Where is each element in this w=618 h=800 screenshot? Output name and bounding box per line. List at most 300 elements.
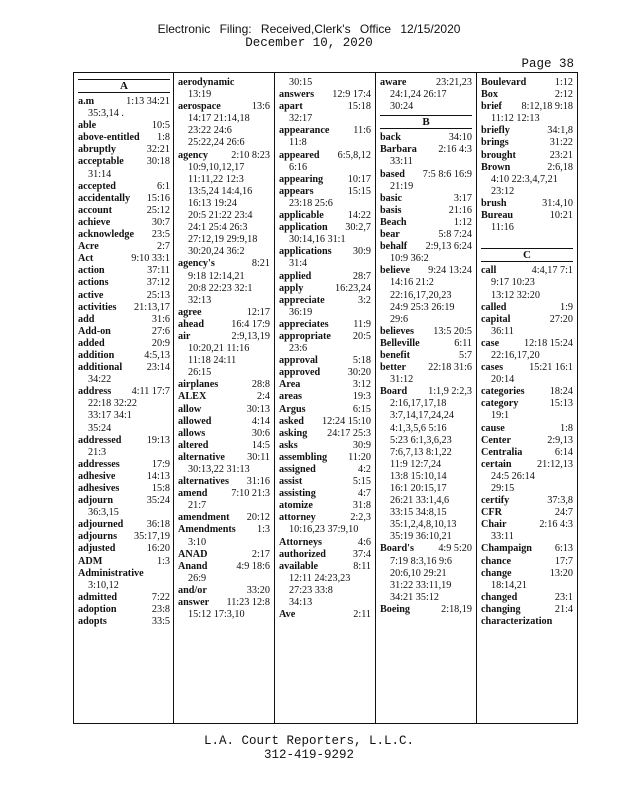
index-continuation: 4:1,3,5,6 5:16 [390,422,447,434]
index-term: amend [178,488,208,500]
page-line-refs: 11:23 12:8 [226,597,270,609]
index-continuation: 18:14,21 [491,579,527,591]
index-entry [178,561,270,573]
index-continuation: 30:15 [289,77,313,88]
page-line-refs: 1:12 [453,216,472,228]
index-entry [481,568,573,580]
page-line-refs: 6:1 [156,180,170,192]
index-continuation: 2:16,17,17,18 [390,398,447,410]
index-entry [178,331,270,343]
index-entry [481,89,573,101]
page-line-refs: 4:7 [357,488,371,500]
index-term: areas [279,391,303,403]
page-line-refs: 23:14 [146,362,170,374]
index-continuation: 30:24 [390,101,414,113]
index-continuation: 19:1 [491,410,510,422]
index-term: application [279,222,328,234]
page-line-refs: 2:18,19 [441,603,472,615]
page-line-refs: 2:10 8:23 [231,149,270,161]
page-line-refs: 22:18 31:6 [428,362,472,374]
index-entry [481,495,573,507]
index-continuation: 26:15 [188,367,212,379]
index-term: appropriate [279,330,331,342]
index-continuation: 11:12 12:13 [491,113,540,125]
page-line-refs: 10:5 [151,120,170,132]
page-line-refs: 21:16 [448,204,472,216]
index-continuation: 16:1 20:15,17 [390,483,447,494]
page-line-refs: 2:6,18 [547,161,573,173]
index-entry [178,549,270,561]
index-term: back [380,132,401,144]
index-continuation: 34:13 [289,597,313,609]
index-entry [78,483,170,495]
index-term: assembling [279,451,328,463]
index-column-5 [481,77,573,719]
index-term: adjourns [78,531,118,543]
index-term: aerodynamic [178,77,235,88]
transcript-date: December 10, 2020 [245,36,373,50]
index-term: addresses [78,458,120,470]
index-term: added [78,337,105,349]
page-line-refs: 25:12 [146,204,170,216]
index-entry [380,132,472,144]
index-entry [78,435,170,447]
index-continuation: 22:18 32:22 [88,398,137,410]
page-line-refs: 2:9,13 [547,434,573,446]
index-frame [73,72,578,724]
index-term: addressed [78,434,122,446]
index-term: airplanes [178,379,219,391]
index-continuation: 23:18 25:6 [289,197,333,209]
index-entry [78,205,170,217]
index-term: bear [380,229,400,241]
index-entry [279,476,371,488]
index-term: account [78,204,112,216]
page-line-refs: 12:18 15:24 [524,337,573,349]
index-entry [279,379,371,391]
page-line-refs: 19:3 [352,391,371,403]
page-line-refs: 21:12,13 [537,458,573,470]
index-continuation: 20:8 22:23 32:1 [188,282,253,294]
page-line-refs: 37:12 [146,277,170,289]
index-term: additional [78,362,123,374]
page-line-refs: 34:10 [448,132,472,144]
index-entry [279,186,371,198]
section-letter: C [481,248,573,262]
page-line-refs: 15:21 16:1 [529,362,573,374]
index-continuation: 24:1,24 26:17 [390,89,447,101]
index-entry [78,592,170,604]
index-continuation: 36:11 [491,325,514,337]
page-line-refs: 24:7 [554,507,573,519]
page-line-refs: 2:9,13 6:24 [425,241,472,253]
index-continuation: 9:17 10:23 [491,277,535,289]
index-term: atomize [279,500,313,512]
page-line-refs: 1:1,9 2:2,3 [428,386,472,398]
index-term: acknowledge [78,229,135,241]
page-line-refs: 8:12,18 9:18 [521,101,573,113]
index-term: Amendments [178,524,236,536]
index-continuation: 13:12 32:20 [491,289,540,301]
index-entry [178,597,270,609]
page-line-refs: 1:3 [156,555,170,567]
page-line-refs: 31:16 [246,476,270,488]
index-continuation: 31:12 [390,374,414,386]
column-divider [476,73,477,723]
index-entry [481,543,573,555]
index-term: Barbara [380,144,417,156]
page-line-refs: 8:11 [353,560,371,572]
page-line-refs: 4:5,13 [144,349,170,361]
page-line-refs: 12:24 15:10 [322,415,371,427]
index-term: Champaign [481,543,532,555]
index-continuation: 6:16 [289,161,308,173]
index-entry [178,440,270,452]
index-entry [78,459,170,471]
page-line-refs: 6:15 [352,403,371,415]
index-entry [481,150,573,162]
index-term: alternative [178,451,225,463]
section-letter: A [78,79,170,93]
index-term: ahead [178,318,205,330]
page-line-refs: 33:5 [151,616,170,628]
index-term: add [78,313,95,325]
index-term: adjourn [78,495,114,507]
index-continuation: 23:12 [491,185,515,197]
page-line-refs: 7:10 21:3 [231,488,270,500]
index-entry [279,512,371,524]
index-entry [279,89,371,101]
index-term: authorized [279,548,326,560]
page-line-refs: 30:7 [151,216,170,228]
page-line-refs: 20:9 [151,337,170,349]
index-continuation: 11:18 24:11 [188,355,237,367]
page-line-refs: 23:1 [554,591,573,603]
index-term: air [178,330,191,342]
page-line-refs: 14:5 [251,439,270,451]
index-term: certain [481,458,512,470]
page-line-refs: 30:13 [246,403,270,415]
index-continuation [481,234,573,246]
index-entry [178,258,270,270]
index-term: a.m [78,96,95,107]
index-entry [78,604,170,616]
index-entry [78,531,170,543]
index-continuation: 11:9 12:7,24 [390,458,442,470]
index-entry [481,447,573,459]
index-continuation: 23:22 24:6 [188,125,232,137]
index-continuation: 10:9 36:2 [390,253,429,265]
page-line-refs: 2:9,13,19 [231,330,270,342]
index-entry [178,77,270,89]
index-continuation: 30:20,24 36:2 [188,246,245,258]
index-term: assist [279,476,303,488]
page-line-refs: 9:24 13:24 [428,265,472,277]
index-continuation: 35:24 [88,422,112,434]
index-entry [481,386,573,398]
page-line-refs: 4:14 [251,415,270,427]
index-entry [178,476,270,488]
index-term: Acre [78,241,99,253]
index-entry [279,549,371,561]
page-line-refs: 1:9 [559,301,573,313]
page-line-refs: 10:21 [549,210,573,222]
index-term: approved [279,367,321,379]
index-continuation: 25:22,24 26:6 [188,137,245,149]
page-line-refs: 10:17 [347,173,371,185]
index-entry [78,144,170,156]
index-term: address [78,386,112,398]
index-entry [279,416,371,428]
page-line-refs: 2:4 [256,391,270,403]
index-entry [279,428,371,440]
index-term: aerospace [178,101,221,113]
reporter-company: L.A. Court Reporters, L.L.C. [203,734,415,748]
index-entry [380,169,472,181]
page-line-refs: 13:6 [251,101,270,113]
page-line-refs: 14:13 [146,470,170,482]
index-term: approval [279,355,318,367]
index-continuation: 16:13 19:24 [188,197,237,209]
page-line-refs: 23:5 [151,229,170,241]
index-term: category [481,398,519,410]
index-term: basic [380,192,403,204]
index-entry [279,283,371,295]
index-term: change [481,567,512,579]
index-entry [78,156,170,168]
page-line-refs: 16:23,24 [335,282,371,294]
page-line-refs: 15:15 [347,185,371,197]
index-entry [78,120,170,132]
index-entry [279,319,371,331]
page-line-refs: 32:21 [146,144,170,156]
index-continuation: 29:6 [390,313,409,325]
page-line-refs: 8:21 [251,258,270,270]
index-entry [481,302,573,314]
index-entry [78,616,170,628]
page-line-refs: 31:22 [549,137,573,149]
index-term: changed [481,591,518,603]
page-line-refs: 37:11 [147,265,170,277]
index-term: answers [279,89,315,101]
index-term: Board [380,386,408,398]
index-entry [380,604,472,616]
index-term: cause [481,422,505,434]
index-entry [78,217,170,229]
index-entry [78,495,170,507]
index-continuation: 3:10 [188,536,207,548]
page-line-refs: 3:2 [357,294,371,306]
page-line-refs: 23:21 [549,149,573,161]
page-line-refs: 2:11 [353,609,371,621]
index-term: acceptable [78,156,124,168]
page-line-refs: 35:24 [146,495,170,507]
index-continuation: 35:3,14 . [88,108,124,120]
index-continuation: 22:16,17,20 [491,349,540,361]
index-entry [78,338,170,350]
index-entry [481,125,573,137]
index-continuation: 14:16 21:2 [390,277,434,289]
index-entry [481,314,573,326]
index-entry [78,543,170,555]
index-entry [178,307,270,319]
index-entry [481,198,573,210]
index-term: based [380,168,405,180]
index-continuation: 31:4 [289,258,308,270]
index-entry [279,150,371,162]
page-line-refs: 33:20 [246,584,270,596]
index-continuation: 22:16,17,20,23 [390,289,452,301]
index-continuation: 31:14 [88,168,112,180]
index-entry [481,210,573,222]
index-entry [78,386,170,398]
page-line-refs: 5:7 [458,349,472,361]
index-entry [178,585,270,597]
index-entry [78,253,170,265]
index-entry [481,616,573,628]
index-entry [279,609,371,621]
index-term: Administrative [78,567,144,579]
index-entry [380,326,472,338]
index-entry [279,537,371,549]
index-continuation: 32:17 [289,113,313,125]
index-term: admitted [78,591,118,603]
index-entry [481,265,573,277]
page-line-refs: 18:24 [549,386,573,398]
page-line-refs: 13:5 20:5 [433,325,472,337]
index-column-3 [279,77,371,719]
column-divider [173,73,174,723]
index-continuation: 21:3 [88,446,107,458]
index-entry [380,350,472,362]
index-term: accidentally [78,192,131,204]
index-term: Box [481,89,498,101]
index-term: applied [279,270,312,282]
page-line-refs: 17:9 [151,458,170,470]
index-entry [481,162,573,174]
page-line-refs: 37:3,8 [547,495,573,507]
page-line-refs: 24:17 25:3 [327,427,371,439]
index-continuation: 12:11 24:23,23 [289,572,351,584]
index-entry [481,362,573,374]
page-line-refs: 2:16 4:3 [438,144,472,156]
page-line-refs: 20:12 [246,512,270,524]
index-term: alternatives [178,476,229,488]
index-entry [380,386,472,398]
index-term: Ave [279,609,296,621]
index-continuation: 21:7 [188,500,207,512]
index-entry [78,277,170,289]
index-entry [78,326,170,338]
index-term: brings [481,137,509,149]
page-line-refs: 5:8 7:24 [438,229,472,241]
index-column-2 [178,77,270,719]
index-term: Boulevard [481,77,527,88]
index-entry [78,132,170,144]
index-term: adhesives [78,483,120,494]
page-line-refs: 4:9 18:6 [236,560,270,572]
index-continuation: 34:21 35:12 [390,591,439,603]
index-entry [279,222,371,234]
index-term: Centralia [481,446,523,458]
index-term: appears [279,185,314,197]
index-entry [279,331,371,343]
page-line-refs: 30:20 [347,367,371,379]
page-line-refs: 35:17,19 [134,531,170,543]
index-entry [178,512,270,524]
page-line-refs: 3:12 [352,379,371,391]
index-term: available [279,560,319,572]
index-term: actions [78,277,109,289]
index-continuation: 30:14,16 31:1 [289,234,346,246]
index-term: Boeing [380,603,411,615]
index-entry [78,302,170,314]
index-term: allow [178,403,202,415]
index-term: agency [178,149,208,161]
index-entry [178,404,270,416]
page-line-refs: 6:11 [454,337,472,349]
index-entry [78,556,170,568]
index-entry [178,488,270,500]
index-term: Argus [279,403,306,415]
index-term: aware [380,77,407,88]
index-term: ANAD [178,548,208,560]
page-line-refs: 1:8 [156,132,170,144]
index-entry [279,488,371,500]
index-term: cases [481,362,504,374]
page-number: Page 38 [521,57,574,71]
index-term: amendment [178,512,230,524]
index-continuation: 11:8 [289,137,307,149]
page-line-refs: 6:14 [554,446,573,458]
page-line-refs: 2:16 4:3 [539,519,573,531]
page-line-refs: 31:6 [151,313,170,325]
index-entry [279,440,371,452]
index-continuation: 4:10 22:3,4,7,21 [491,173,558,185]
index-term: brought [481,149,516,161]
index-continuation: 11:16 [491,222,514,234]
index-continuation: 33:11 [491,531,514,543]
index-entry [481,556,573,568]
page-line-refs: 15:16 [146,192,170,204]
index-continuation: 9:18 12:14,21 [188,270,245,282]
index-continuation: 5:23 6:1,3,6,23 [390,434,452,446]
index-term: asking [279,427,308,439]
index-term: CFR [481,507,502,519]
index-continuation: 7:6,7,13 8:1,22 [390,446,452,458]
index-continuation: 23:6 [289,343,308,355]
index-entry [279,452,371,464]
page-line-refs: 3:17 [453,192,472,204]
index-term: ALEX [178,391,207,403]
page-line-refs: 4:2 [357,464,371,475]
index-entry [78,181,170,193]
page-line-refs: 11:9 [353,318,371,330]
page-line-refs: 12:17 [246,306,270,318]
index-term: appearance [279,125,330,137]
index-term: agree [178,306,202,318]
index-entry [178,524,270,536]
index-entry [380,144,472,156]
index-term: Beach [380,216,407,228]
index-term: called [481,301,507,313]
index-entry [178,452,270,464]
index-entry [380,241,472,253]
index-entry [78,519,170,531]
page-line-refs: 17:7 [554,555,573,567]
page-line-refs: 1:12 [554,77,573,88]
index-term: answer [178,597,210,609]
